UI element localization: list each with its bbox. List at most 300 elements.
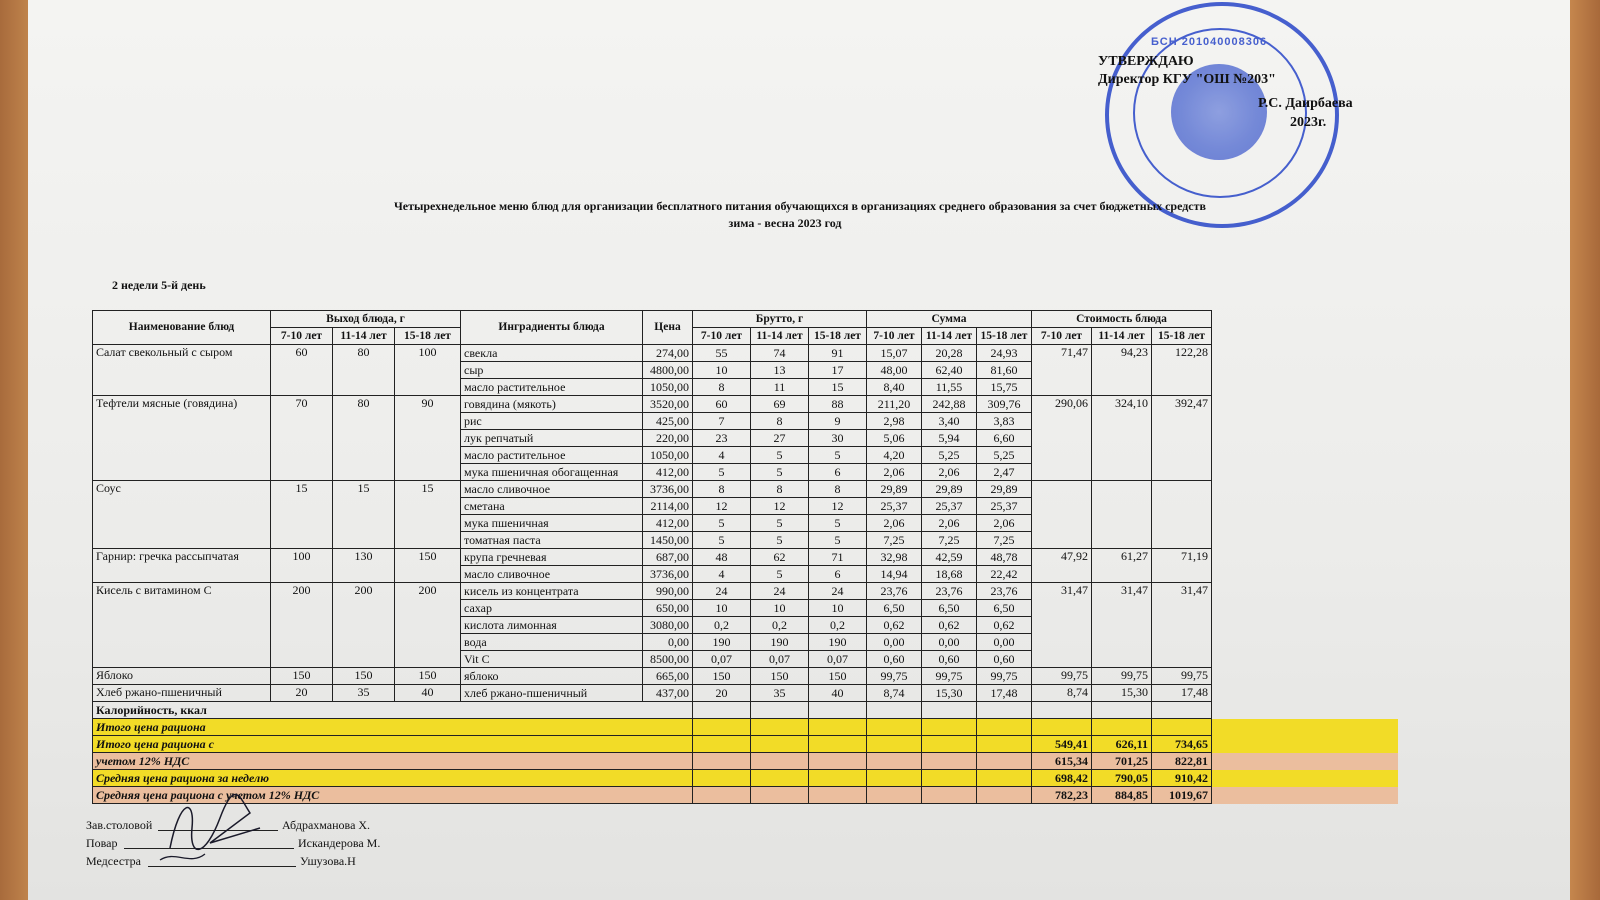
menu-table bbox=[92, 310, 1398, 804]
brutto-value: 8 bbox=[693, 379, 751, 396]
dish-cost bbox=[1092, 481, 1152, 549]
sum-value: 25,37 bbox=[922, 498, 977, 515]
total-value: 549,41 bbox=[1032, 736, 1092, 753]
dish-cost: 392,47 bbox=[1152, 396, 1212, 481]
sum-value: 18,68 bbox=[922, 566, 977, 583]
dish-cost: 290,06 bbox=[1032, 396, 1092, 481]
brutto-value: 4 bbox=[693, 447, 751, 464]
brutto-value: 10 bbox=[809, 600, 867, 617]
week-value: 698,42 bbox=[1032, 770, 1092, 787]
ingredient-name: масло сливочное bbox=[461, 566, 643, 583]
brutto-value: 0,07 bbox=[693, 651, 751, 668]
ingredient-name: масло растительное bbox=[461, 447, 643, 464]
row-spacer bbox=[1212, 498, 1398, 515]
sum-value: 15,07 bbox=[867, 345, 922, 362]
ingredient-price: 990,00 bbox=[643, 583, 693, 600]
ingredient-name: сметана bbox=[461, 498, 643, 515]
week-label: Средняя цена рациона за неделю bbox=[93, 770, 693, 787]
sum-value: 11,55 bbox=[922, 379, 977, 396]
brutto-value: 11 bbox=[751, 379, 809, 396]
dish-cost: 71,19 bbox=[1152, 549, 1212, 583]
dish-output: 150 bbox=[395, 549, 461, 583]
total-value-row bbox=[93, 736, 1398, 753]
brutto-value: 5 bbox=[751, 566, 809, 583]
brutto-value: 12 bbox=[751, 498, 809, 515]
brutto-value: 8 bbox=[693, 481, 751, 498]
dish-cost bbox=[1152, 481, 1212, 549]
dish-output: 70 bbox=[271, 396, 333, 481]
brutto-value: 0,07 bbox=[751, 651, 809, 668]
ingredient-name: масло сливочное bbox=[461, 481, 643, 498]
brutto-value: 60 bbox=[693, 396, 751, 413]
sum-value: 62,40 bbox=[922, 362, 977, 379]
signature-role: Зав.столовой bbox=[86, 818, 153, 832]
header-age: 7-10 лет bbox=[867, 328, 922, 345]
total-value: 626,11 bbox=[1092, 736, 1152, 753]
row-spacer bbox=[1212, 566, 1398, 583]
ingredient-price: 665,00 bbox=[643, 668, 693, 685]
dish-cost: 94,23 bbox=[1092, 345, 1152, 396]
ingredient-price: 412,00 bbox=[643, 515, 693, 532]
ingredient-name: мука пшеничная bbox=[461, 515, 643, 532]
header-price: Цена bbox=[643, 311, 693, 345]
sum-value: 99,75 bbox=[922, 668, 977, 685]
dish-name: Кисель с витамином С bbox=[93, 583, 271, 668]
row-spacer bbox=[1212, 634, 1398, 651]
dish-cost: 31,47 bbox=[1152, 583, 1212, 668]
brutto-value: 0,2 bbox=[693, 617, 751, 634]
week-vat-row bbox=[93, 787, 1398, 804]
dish-output: 15 bbox=[271, 481, 333, 549]
row-spacer bbox=[1212, 549, 1398, 566]
total-vat-row bbox=[93, 753, 1398, 770]
header-age: 7-10 лет bbox=[693, 328, 751, 345]
row-spacer bbox=[1212, 532, 1398, 549]
ingredient-row bbox=[93, 345, 1398, 362]
sum-value: 81,60 bbox=[977, 362, 1032, 379]
brutto-value: 6 bbox=[809, 464, 867, 481]
sum-value: 7,25 bbox=[977, 532, 1032, 549]
row-spacer bbox=[1212, 617, 1398, 634]
total-vat-value: 615,34 bbox=[1032, 753, 1092, 770]
dish-name: Соус bbox=[93, 481, 271, 549]
row-spacer bbox=[1212, 345, 1398, 362]
brutto-value: 5 bbox=[751, 447, 809, 464]
brutto-value: 71 bbox=[809, 549, 867, 566]
row-spacer bbox=[1212, 481, 1398, 498]
dish-output: 15 bbox=[395, 481, 461, 549]
sum-value: 0,62 bbox=[922, 617, 977, 634]
brutto-value: 5 bbox=[693, 515, 751, 532]
sum-value: 32,98 bbox=[867, 549, 922, 566]
header-age: 11-14 лет bbox=[333, 328, 395, 345]
row-spacer bbox=[1212, 583, 1398, 600]
sum-value: 211,20 bbox=[867, 396, 922, 413]
sum-value: 48,78 bbox=[977, 549, 1032, 566]
header-output: Выход блюда, г bbox=[271, 311, 461, 328]
row-spacer bbox=[1212, 651, 1398, 668]
header-dish: Наименование блюд bbox=[93, 311, 271, 345]
dish-name: Тефтели мясные (говядина) bbox=[93, 396, 271, 481]
header-age: 15-18 лет bbox=[977, 328, 1032, 345]
brutto-value: 190 bbox=[751, 634, 809, 651]
sum-value: 15,30 bbox=[922, 685, 977, 702]
sum-value: 0,62 bbox=[977, 617, 1032, 634]
dish-output: 150 bbox=[333, 668, 395, 685]
sum-value: 48,00 bbox=[867, 362, 922, 379]
brutto-value: 5 bbox=[751, 515, 809, 532]
signature-name: Абдрахманова Х. bbox=[282, 818, 371, 832]
sum-value: 242,88 bbox=[922, 396, 977, 413]
header-blank bbox=[1212, 328, 1398, 345]
ingredient-name: говядина (мякоть) bbox=[461, 396, 643, 413]
sum-value: 29,89 bbox=[922, 481, 977, 498]
dish-name: Яблоко bbox=[93, 668, 271, 685]
brutto-value: 0,07 bbox=[809, 651, 867, 668]
summary-body bbox=[93, 702, 1398, 804]
document-subtitle: зима - весна 2023 год bbox=[728, 216, 842, 230]
ingredient-row bbox=[93, 549, 1398, 566]
dish-name: Хлеб ржано-пшеничный bbox=[93, 685, 271, 702]
sum-value: 0,60 bbox=[977, 651, 1032, 668]
brutto-value: 40 bbox=[809, 685, 867, 702]
ingredient-price: 3736,00 bbox=[643, 481, 693, 498]
brutto-value: 23 bbox=[693, 430, 751, 447]
sum-value: 99,75 bbox=[977, 668, 1032, 685]
dish-output: 150 bbox=[271, 668, 333, 685]
total-vat-value: 822,81 bbox=[1152, 753, 1212, 770]
ingredient-name: кислота лимонная bbox=[461, 617, 643, 634]
ingredient-name: томатная паста bbox=[461, 532, 643, 549]
header-age: 11-14 лет bbox=[922, 328, 977, 345]
ingredient-price: 650,00 bbox=[643, 600, 693, 617]
row-spacer bbox=[1212, 396, 1398, 413]
week-vat-value: 782,23 bbox=[1032, 787, 1092, 804]
sum-value: 2,47 bbox=[977, 464, 1032, 481]
header-brutto: Брутто, г bbox=[693, 311, 867, 328]
ingredient-name: рис bbox=[461, 413, 643, 430]
ingredient-row bbox=[93, 668, 1398, 685]
ingredient-price: 412,00 bbox=[643, 464, 693, 481]
sum-value: 0,00 bbox=[922, 634, 977, 651]
dish-output: 35 bbox=[333, 685, 395, 702]
brutto-value: 10 bbox=[693, 600, 751, 617]
sum-value: 15,75 bbox=[977, 379, 1032, 396]
brutto-value: 27 bbox=[751, 430, 809, 447]
ingredient-price: 274,00 bbox=[643, 345, 693, 362]
sum-value: 4,20 bbox=[867, 447, 922, 464]
dish-output: 100 bbox=[271, 549, 333, 583]
sum-value: 5,25 bbox=[977, 447, 1032, 464]
dish-cost: 71,47 bbox=[1032, 345, 1092, 396]
brutto-value: 8 bbox=[751, 481, 809, 498]
sum-value: 17,48 bbox=[977, 685, 1032, 702]
brutto-value: 55 bbox=[693, 345, 751, 362]
ingredient-name: крупа гречневая bbox=[461, 549, 643, 566]
brutto-value: 24 bbox=[751, 583, 809, 600]
ingredient-name: сахар bbox=[461, 600, 643, 617]
sum-value: 8,74 bbox=[867, 685, 922, 702]
brutto-value: 0,2 bbox=[809, 617, 867, 634]
sum-value: 0,62 bbox=[867, 617, 922, 634]
brutto-value: 190 bbox=[809, 634, 867, 651]
sum-value: 7,25 bbox=[867, 532, 922, 549]
week-value: 910,42 bbox=[1152, 770, 1212, 787]
sum-value: 5,25 bbox=[922, 447, 977, 464]
ingredient-price: 3080,00 bbox=[643, 617, 693, 634]
dish-output: 80 bbox=[333, 345, 395, 396]
brutto-value: 5 bbox=[693, 464, 751, 481]
sum-value: 24,93 bbox=[977, 345, 1032, 362]
dish-output: 80 bbox=[333, 396, 395, 481]
brutto-value: 150 bbox=[693, 668, 751, 685]
calories-label: Калорийность, ккал bbox=[93, 702, 693, 719]
ingredient-name: яблоко bbox=[461, 668, 643, 685]
dish-output: 15 bbox=[333, 481, 395, 549]
row-spacer bbox=[1212, 413, 1398, 430]
calories-row bbox=[93, 702, 1398, 719]
dish-name: Салат свекольный с сыром bbox=[93, 345, 271, 396]
total-label: Итого цена рациона bbox=[93, 719, 693, 736]
document-title: Четырехнедельное меню блюд для организации бесплатного питания обучающихся в организациях среднего образования за счет бюджетных средств bbox=[393, 199, 1207, 213]
dish-output: 20 bbox=[271, 685, 333, 702]
row-spacer bbox=[1212, 464, 1398, 481]
total-row bbox=[93, 719, 1398, 736]
week-vat-value: 1019,67 bbox=[1152, 787, 1212, 804]
sum-value: 2,06 bbox=[977, 515, 1032, 532]
row-spacer bbox=[1212, 600, 1398, 617]
dish-output: 200 bbox=[271, 583, 333, 668]
header-cost: Стоимость блюда bbox=[1032, 311, 1212, 328]
sum-value: 0,00 bbox=[977, 634, 1032, 651]
header-age: 15-18 лет bbox=[395, 328, 461, 345]
dish-cost: 17,48 bbox=[1152, 685, 1212, 702]
ingredient-row bbox=[93, 481, 1398, 498]
dish-cost: 122,28 bbox=[1152, 345, 1212, 396]
dish-cost: 61,27 bbox=[1092, 549, 1152, 583]
dish-output: 200 bbox=[395, 583, 461, 668]
ingredient-name: кисель из концентрата bbox=[461, 583, 643, 600]
signature-role: Повар bbox=[86, 836, 118, 850]
sum-value: 29,89 bbox=[867, 481, 922, 498]
header-sum: Сумма bbox=[867, 311, 1032, 328]
brutto-value: 48 bbox=[693, 549, 751, 566]
ingredient-price: 1050,00 bbox=[643, 379, 693, 396]
ingredient-price: 1450,00 bbox=[643, 532, 693, 549]
brutto-value: 5 bbox=[809, 447, 867, 464]
dish-cost: 99,75 bbox=[1092, 668, 1152, 685]
brutto-value: 7 bbox=[693, 413, 751, 430]
sum-value: 6,50 bbox=[977, 600, 1032, 617]
dish-cost: 31,47 bbox=[1032, 583, 1092, 668]
sum-value: 8,40 bbox=[867, 379, 922, 396]
brutto-value: 88 bbox=[809, 396, 867, 413]
ingredient-name: вода bbox=[461, 634, 643, 651]
sum-value: 0,00 bbox=[867, 634, 922, 651]
brutto-value: 69 bbox=[751, 396, 809, 413]
brutto-value: 0,2 bbox=[751, 617, 809, 634]
ingredient-price: 8500,00 bbox=[643, 651, 693, 668]
ingredient-name: мука пшеничная обогащенная bbox=[461, 464, 643, 481]
brutto-value: 9 bbox=[809, 413, 867, 430]
ingredient-price: 4800,00 bbox=[643, 362, 693, 379]
ingredient-name: свекла bbox=[461, 345, 643, 362]
signature-name: Ушузова.Н bbox=[300, 854, 356, 868]
dish-output: 90 bbox=[395, 396, 461, 481]
brutto-value: 24 bbox=[809, 583, 867, 600]
signature-name: Искандерова М. bbox=[298, 836, 381, 850]
header-age: 7-10 лет bbox=[271, 328, 333, 345]
sum-value: 2,98 bbox=[867, 413, 922, 430]
brutto-value: 10 bbox=[751, 600, 809, 617]
sum-value: 6,50 bbox=[922, 600, 977, 617]
row-spacer bbox=[1212, 685, 1398, 702]
brutto-value: 15 bbox=[809, 379, 867, 396]
header-age: 15-18 лет bbox=[1152, 328, 1212, 345]
brutto-value: 150 bbox=[751, 668, 809, 685]
stamp-bin: БСН 201040008306 bbox=[1151, 36, 1268, 48]
sum-value: 7,25 bbox=[922, 532, 977, 549]
ingredient-row bbox=[93, 685, 1398, 702]
sum-value: 23,76 bbox=[977, 583, 1032, 600]
ingredient-price: 687,00 bbox=[643, 549, 693, 566]
ingredient-row bbox=[93, 583, 1398, 600]
sum-value: 25,37 bbox=[977, 498, 1032, 515]
dish-cost: 324,10 bbox=[1092, 396, 1152, 481]
total-vat-value: 701,25 bbox=[1092, 753, 1152, 770]
sum-value: 0,60 bbox=[922, 651, 977, 668]
total-vat-label-2: учетом 12% НДС bbox=[93, 753, 693, 770]
sum-value: 3,83 bbox=[977, 413, 1032, 430]
dish-output: 150 bbox=[395, 668, 461, 685]
row-spacer bbox=[1212, 430, 1398, 447]
sum-value: 23,76 bbox=[867, 583, 922, 600]
total-value: 734,65 bbox=[1152, 736, 1212, 753]
week-row bbox=[93, 770, 1398, 787]
dish-cost: 15,30 bbox=[1092, 685, 1152, 702]
approval-signer: Р.С. Даирбаева bbox=[1258, 96, 1353, 111]
row-spacer bbox=[1212, 447, 1398, 464]
ingredient-price: 1050,00 bbox=[643, 447, 693, 464]
background-wood-right bbox=[1566, 0, 1600, 900]
sum-value: 2,06 bbox=[922, 515, 977, 532]
sum-value: 23,76 bbox=[922, 583, 977, 600]
dish-cost: 99,75 bbox=[1152, 668, 1212, 685]
week-vat-label: Средняя цена рациона с учетом 12% НДС bbox=[93, 787, 693, 804]
brutto-value: 35 bbox=[751, 685, 809, 702]
brutto-value: 8 bbox=[809, 481, 867, 498]
row-spacer bbox=[1212, 362, 1398, 379]
ingredient-name: Vit C bbox=[461, 651, 643, 668]
sum-value: 5,94 bbox=[922, 430, 977, 447]
ingredient-price: 0,00 bbox=[643, 634, 693, 651]
header-age: 11-14 лет bbox=[751, 328, 809, 345]
brutto-value: 74 bbox=[751, 345, 809, 362]
sum-value: 2,06 bbox=[922, 464, 977, 481]
dish-cost: 99,75 bbox=[1032, 668, 1092, 685]
brutto-value: 8 bbox=[751, 413, 809, 430]
dish-cost: 31,47 bbox=[1092, 583, 1152, 668]
dish-cost: 8,74 bbox=[1032, 685, 1092, 702]
brutto-value: 24 bbox=[693, 583, 751, 600]
brutto-value: 5 bbox=[693, 532, 751, 549]
sum-value: 309,76 bbox=[977, 396, 1032, 413]
row-spacer bbox=[1212, 515, 1398, 532]
brutto-value: 17 bbox=[809, 362, 867, 379]
header-age: 15-18 лет bbox=[809, 328, 867, 345]
ingredient-name: масло растительное bbox=[461, 379, 643, 396]
ingredient-name: лук репчатый bbox=[461, 430, 643, 447]
sum-value: 29,89 bbox=[977, 481, 1032, 498]
brutto-value: 13 bbox=[751, 362, 809, 379]
week-value: 790,05 bbox=[1092, 770, 1152, 787]
dish-output: 200 bbox=[333, 583, 395, 668]
brutto-value: 150 bbox=[809, 668, 867, 685]
sum-value: 6,50 bbox=[867, 600, 922, 617]
header-ingredients: Инградиенты блюда bbox=[461, 311, 643, 345]
day-label: 2 недели 5-й день bbox=[112, 278, 206, 292]
brutto-value: 190 bbox=[693, 634, 751, 651]
brutto-value: 10 bbox=[693, 362, 751, 379]
ingredient-price: 2114,00 bbox=[643, 498, 693, 515]
sum-value: 25,37 bbox=[867, 498, 922, 515]
sum-value: 20,28 bbox=[922, 345, 977, 362]
brutto-value: 12 bbox=[693, 498, 751, 515]
ingredient-price: 437,00 bbox=[643, 685, 693, 702]
handwritten-signature-icon bbox=[150, 788, 280, 868]
approval-heading: УТВЕРЖДАЮ bbox=[1098, 54, 1194, 69]
brutto-value: 12 bbox=[809, 498, 867, 515]
sum-value: 14,94 bbox=[867, 566, 922, 583]
brutto-value: 6 bbox=[809, 566, 867, 583]
brutto-value: 62 bbox=[751, 549, 809, 566]
dish-cost: 47,92 bbox=[1032, 549, 1092, 583]
brutto-value: 5 bbox=[809, 515, 867, 532]
brutto-value: 91 bbox=[809, 345, 867, 362]
dish-output: 130 bbox=[333, 549, 395, 583]
approval-year: 2023г. bbox=[1290, 115, 1327, 130]
total-vat-label-1: Итого цена рациона с bbox=[93, 736, 693, 753]
ingredient-name: сыр bbox=[461, 362, 643, 379]
ingredient-name: хлеб ржано-пшеничный bbox=[461, 685, 643, 702]
brutto-value: 5 bbox=[809, 532, 867, 549]
row-spacer bbox=[1212, 379, 1398, 396]
brutto-value: 5 bbox=[751, 532, 809, 549]
dish-output: 40 bbox=[395, 685, 461, 702]
header-age: 11-14 лет bbox=[1092, 328, 1152, 345]
brutto-value: 4 bbox=[693, 566, 751, 583]
ingredient-row bbox=[93, 396, 1398, 413]
header-age: 7-10 лет bbox=[1032, 328, 1092, 345]
sum-value: 6,60 bbox=[977, 430, 1032, 447]
dish-name: Гарнир: гречка рассыпчатая bbox=[93, 549, 271, 583]
ingredient-price: 3520,00 bbox=[643, 396, 693, 413]
approval-director: Директор КГУ "ОШ №203" bbox=[1098, 72, 1276, 87]
brutto-value: 20 bbox=[693, 685, 751, 702]
ingredient-price: 3736,00 bbox=[643, 566, 693, 583]
sum-value: 2,06 bbox=[867, 464, 922, 481]
header-blank bbox=[1212, 311, 1398, 328]
dish-output: 60 bbox=[271, 345, 333, 396]
menu-body bbox=[93, 345, 1398, 702]
dish-cost bbox=[1032, 481, 1092, 549]
sum-value: 42,59 bbox=[922, 549, 977, 566]
sum-value: 2,06 bbox=[867, 515, 922, 532]
sum-value: 5,06 bbox=[867, 430, 922, 447]
sum-value: 99,75 bbox=[867, 668, 922, 685]
brutto-value: 30 bbox=[809, 430, 867, 447]
week-vat-value: 884,85 bbox=[1092, 787, 1152, 804]
